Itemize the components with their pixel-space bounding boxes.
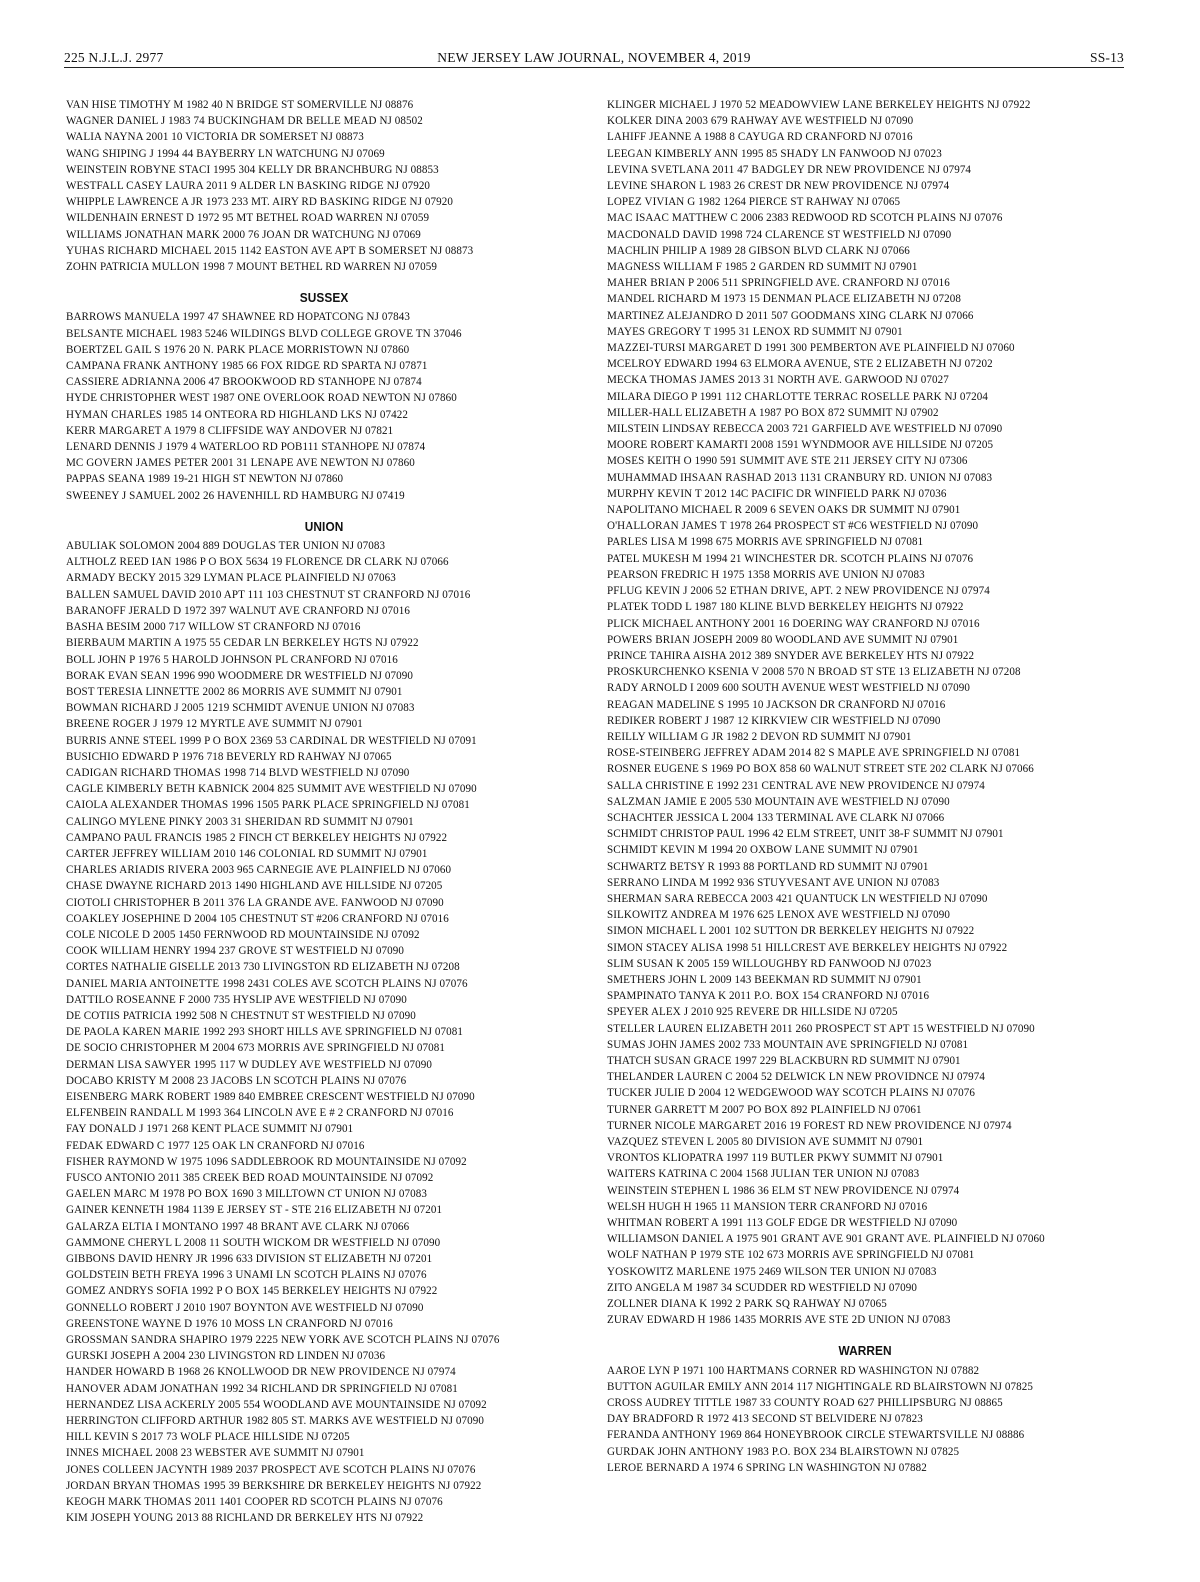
attorney-entry: GREENSTONE WAYNE D 1976 10 MOSS LN CRANFORD NJ 07016 <box>66 1315 393 1330</box>
attorney-entry: SUMAS JOHN JAMES 2002 733 MOUNTAIN AVE SPRINGFIELD NJ 07081 <box>607 1036 969 1051</box>
union-section <box>66 519 582 1526</box>
attorney-entry: PLATEK TODD L 1987 180 KLINE BLVD BERKELEY HEIGHTS NJ 07922 <box>607 599 964 614</box>
attorney-entry: CROSS AUDREY TITTLE 1987 33 COUNTY ROAD 627 PHILLIPSBURG NJ 08865 <box>607 1395 1003 1410</box>
attorney-entry: POWERS BRIAN JOSEPH 2009 80 WOODLAND AVE SUMMIT NJ 07901 <box>607 631 959 646</box>
attorney-entry: COAKLEY JOSEPHINE D 2004 105 CHESTNUT ST #206 CRANFORD NJ 07016 <box>66 910 449 925</box>
attorney-entry: LEVINE SHARON L 1983 26 CREST DR NEW PROVIDENCE NJ 07974 <box>607 178 950 193</box>
attorney-entry: HANOVER ADAM JONATHAN 1992 34 RICHLAND DR SPRINGFIELD NJ 07081 <box>66 1380 458 1395</box>
attorney-entry: PFLUG KEVIN J 2006 52 ETHAN DRIVE, APT. 2 NEW PROVIDENCE NJ 07974 <box>607 583 990 598</box>
attorney-entry: HILL KEVIN S 2017 73 WOLF PLACE HILLSIDE NJ 07205 <box>66 1429 350 1444</box>
attorney-entry: ZITO ANGELA M 1987 34 SCUDDER RD WESTFIELD NJ 07090 <box>607 1279 917 1294</box>
attorney-entry: FUSCO ANTONIO 2011 385 CREEK BED ROAD MOUNTAINSIDE NJ 07092 <box>66 1170 434 1184</box>
attorney-entry: GOLDSTEIN BETH FREYA 1996 3 UNAMI LN SCOTCH PLAINS NJ 07076 <box>66 1267 427 1282</box>
attorney-entry: SILKOWITZ ANDREA M 1976 625 LENOX AVE WESTFIELD NJ 07090 <box>607 907 950 922</box>
attorney-entry: BUTTON AGUILAR EMILY ANN 2014 117 NIGHTINGALE RD BLAIRSTOWN NJ 07825 <box>607 1378 1034 1393</box>
attorney-entry: GAMMONE CHERYL L 2008 11 SOUTH WICKOM DR WESTFIELD NJ 07090 <box>66 1234 441 1249</box>
attorney-entry: WEINSTEIN STEPHEN L 1986 36 ELM ST NEW PROVIDENCE NJ 07974 <box>607 1182 960 1197</box>
attorney-entry: YUHAS RICHARD MICHAEL 2015 1142 EASTON AVE APT B SOMERSET NJ 08873 <box>66 242 474 257</box>
attorney-entry: SPEYER ALEX J 2010 925 REVERE DR HILLSIDE NJ 07205 <box>607 1004 898 1019</box>
attorney-entry: GAELEN MARC M 1978 PO BOX 1690 3 MILLTOWN CT UNION NJ 07083 <box>66 1186 427 1201</box>
attorney-entry: ZOLLNER DIANA K 1992 2 PARK SQ RAHWAY NJ 07065 <box>607 1296 887 1311</box>
attorney-entry: WAITERS KATRINA C 2004 1568 JULIAN TER UNION NJ 07083 <box>607 1166 920 1181</box>
attorney-entry: MAGNESS WILLIAM F 1985 2 GARDEN RD SUMMIT NJ 07901 <box>607 259 918 274</box>
attorney-entry: LAHIFF JEANNE A 1988 8 CAYUGA RD CRANFORD NJ 07016 <box>607 129 913 144</box>
page-header <box>64 50 1124 68</box>
attorney-entry: SALZMAN JAMIE E 2005 530 MOUNTAIN AVE WESTFIELD NJ 07090 <box>607 793 950 808</box>
attorney-entry: SIMON MICHAEL L 2001 102 SUTTON DR BERKELEY HEIGHTS NJ 07922 <box>607 923 975 938</box>
attorney-entry: SPAMPINATO TANYA K 2011 P.O. BOX 154 CRANFORD NJ 07016 <box>607 988 930 1003</box>
attorney-entry: FISHER RAYMOND W 1975 1096 SADDLEBROOK RD MOUNTAINSIDE NJ 07092 <box>66 1153 467 1168</box>
union-continued-list <box>607 96 1123 1327</box>
attorney-entry: WILLIAMS JONATHAN MARK 2000 76 JOAN DR WATCHUNG NJ 07069 <box>66 226 421 241</box>
attorney-entry: MILARA DIEGO P 1991 112 CHARLOTTE TERRAC ROSELLE PARK NJ 07204 <box>607 388 988 403</box>
header-rule <box>64 67 1124 68</box>
attorney-entry: AAROE LYN P 1971 100 HARTMANS CORNER RD WASHINGTON NJ 07882 <box>607 1362 980 1377</box>
attorney-entry: DE COTIIS PATRICIA 1992 508 N CHESTNUT ST WESTFIELD NJ 07090 <box>66 1007 416 1022</box>
attorney-entry: MOSES KEITH O 1990 591 SUMMIT AVE STE 211 JERSEY CITY NJ 07306 <box>607 453 968 468</box>
attorney-entry: RADY ARNOLD I 2009 600 SOUTH AVENUE WEST WESTFIELD NJ 07090 <box>607 680 971 695</box>
attorney-entry: REDIKER ROBERT J 1987 12 KIRKVIEW CIR WESTFIELD NJ 07090 <box>607 712 941 727</box>
attorney-entry: BURRIS ANNE STEEL 1999 P O BOX 2369 53 CARDINAL DR WESTFIELD NJ 07091 <box>66 732 477 747</box>
attorney-entry: TUCKER JULIE D 2004 12 WEDGEWOOD WAY SCOTCH PLAINS NJ 07076 <box>607 1085 975 1100</box>
attorney-entry: DAY BRADFORD R 1972 413 SECOND ST BELVIDERE NJ 07823 <box>607 1411 923 1426</box>
attorney-entry: MAYES GREGORY T 1995 31 LENOX RD SUMMIT NJ 07901 <box>607 323 903 338</box>
attorney-entry: PARLES LISA M 1998 675 MORRIS AVE SPRINGFIELD NJ 07081 <box>607 534 924 549</box>
attorney-entry: LENARD DENNIS J 1979 4 WATERLOO RD POB111 STANHOPE NJ 07874 <box>66 439 426 454</box>
attorney-entry: HERNANDEZ LISA ACKERLY 2005 554 WOODLAND AVE MOUNTAINSIDE NJ 07092 <box>66 1396 487 1411</box>
attorney-entry: WOLF NATHAN P 1979 STE 102 673 MORRIS AVE SPRINGFIELD NJ 07081 <box>607 1247 975 1262</box>
attorney-entry: ZURAV EDWARD H 1986 1435 MORRIS AVE STE 2D UNION NJ 07083 <box>607 1312 951 1327</box>
attorney-entry: MACHLIN PHILIP A 1989 28 GIBSON BLVD CLARK NJ 07066 <box>607 242 910 257</box>
attorney-entry: WILDENHAIN ERNEST D 1972 95 MT BETHEL ROAD WARREN NJ 07059 <box>66 210 430 225</box>
attorney-entry: CARTER JEFFREY WILLIAM 2010 146 COLONIAL RD SUMMIT NJ 07901 <box>66 845 428 860</box>
attorney-entry: BARANOFF JERALD D 1972 397 WALNUT AVE CRANFORD NJ 07016 <box>66 602 410 617</box>
attorney-entry: MILSTEIN LINDSAY REBECCA 2003 721 GARFIELD AVE WESTFIELD NJ 07090 <box>607 421 1003 436</box>
attorney-entry: YOSKOWITZ MARLENE 1975 2469 WILSON TER UNION NJ 07083 <box>607 1263 937 1278</box>
attorney-entry: WELSH HUGH H 1965 11 MANSION TERR CRANFORD NJ 07016 <box>607 1198 928 1213</box>
attorney-entry: FEDAK EDWARD C 1977 125 OAK LN CRANFORD NJ 07016 <box>66 1137 365 1152</box>
attorney-entry: PROSKURCHENKO KSENIA V 2008 570 N BROAD ST STE 13 ELIZABETH NJ 07208 <box>607 664 1021 679</box>
attorney-entry: SLIM SUSAN K 2005 159 WILLOUGHBY RD FANWOOD NJ 07023 <box>607 955 932 970</box>
attorney-entry: FAY DONALD J 1971 268 KENT PLACE SUMMIT NJ 07901 <box>66 1121 354 1136</box>
attorney-entry: KEOGH MARK THOMAS 2011 1401 COOPER RD SCOTCH PLAINS NJ 07076 <box>66 1494 443 1509</box>
attorney-entry: SMETHERS JOHN L 2009 143 BEEKMAN RD SUMMIT NJ 07901 <box>607 971 922 986</box>
attorney-entry: DOCABO KRISTY M 2008 23 JACOBS LN SCOTCH PLAINS NJ 07076 <box>66 1072 407 1087</box>
attorney-entry: GALARZA ELTIA I MONTANO 1997 48 BRANT AVE CLARK NJ 07066 <box>66 1218 410 1233</box>
section-heading-warren: WARREN <box>838 1344 892 1359</box>
attorney-entry: ROSNER EUGENE S 1969 PO BOX 858 60 WALNUT STREET STE 202 CLARK NJ 07066 <box>607 761 1034 776</box>
page-number: SS-13 <box>1089 50 1124 65</box>
attorney-entry: COLE NICOLE D 2005 1450 FERNWOOD RD MOUNTAINSIDE NJ 07092 <box>66 926 420 941</box>
attorney-entry: WANG SHIPING J 1994 44 BAYBERRY LN WATCHUNG NJ 07069 <box>66 145 385 160</box>
attorney-entry: MAHER BRIAN P 2006 511 SPRINGFIELD AVE. CRANFORD NJ 07016 <box>607 275 950 290</box>
attorney-entry: GURSKI JOSEPH A 2004 230 LIVINGSTON RD LINDEN NJ 07036 <box>66 1348 386 1363</box>
attorney-entry: MAC ISAAC MATTHEW C 2006 2383 REDWOOD RD SCOTCH PLAINS NJ 07076 <box>607 210 1003 225</box>
attorney-entry: MOORE ROBERT KAMARTI 2008 1591 WYNDMOOR AVE HILLSIDE NJ 07205 <box>607 437 994 452</box>
attorney-entry: MANDEL RICHARD M 1973 15 DENMAN PLACE ELIZABETH NJ 07208 <box>607 291 962 306</box>
attorney-entry: MARTINEZ ALEJANDRO D 2011 507 GOODMANS XING CLARK NJ 07066 <box>607 307 974 322</box>
attorney-entry: PRINCE TAHIRA AISHA 2012 389 SNYDER AVE BERKELEY HTS NJ 07922 <box>607 647 975 662</box>
attorney-entry: VRONTOS KLIOPATRA 1997 119 BUTLER PKWY SUMMIT NJ 07901 <box>607 1150 944 1165</box>
attorney-entry: BASHA BESIM 2000 717 WILLOW ST CRANFORD NJ 07016 <box>66 619 361 634</box>
attorney-entry: VAN HISE TIMOTHY M 1982 40 N BRIDGE ST SOMERVILLE NJ 08876 <box>66 97 414 111</box>
attorney-entry: SIMON STACEY ALISA 1998 51 HILLCREST AVE BERKELEY HEIGHTS NJ 07922 <box>607 939 1008 954</box>
attorney-entry: PLICK MICHAEL ANTHONY 2001 16 DOERING WAY CRANFORD NJ 07016 <box>607 615 980 630</box>
attorney-entry: SHERMAN SARA REBECCA 2003 421 QUANTUCK LN WESTFIELD NJ 07090 <box>607 890 988 905</box>
attorney-entry: TURNER GARRETT M 2007 PO BOX 892 PLAINFIELD NJ 07061 <box>607 1101 922 1116</box>
attorney-entry: LEROE BERNARD A 1974 6 SPRING LN WASHINGTON NJ 07882 <box>607 1459 927 1474</box>
attorney-entry: ABULIAK SOLOMON 2004 889 DOUGLAS TER UNION NJ 07083 <box>66 538 386 553</box>
attorney-entry: HERRINGTON CLIFFORD ARTHUR 1982 805 ST. MARKS AVE WESTFIELD NJ 07090 <box>66 1413 485 1428</box>
attorney-entry: DATTILO ROSEANNE F 2000 735 HYSLIP AVE WESTFIELD NJ 07090 <box>66 991 407 1006</box>
attorney-entry: REAGAN MADELINE S 1995 10 JACKSON DR CRANFORD NJ 07016 <box>607 696 946 711</box>
attorney-entry: MCELROY EDWARD 1994 63 ELMORA AVENUE, STE 2 ELIZABETH NJ 07202 <box>607 356 993 371</box>
attorney-entry: BOERTZEL GAIL S 1976 20 N. PARK PLACE MORRISTOWN NJ 07860 <box>66 341 410 356</box>
attorney-entry: WESTFALL CASEY LAURA 2011 9 ALDER LN BASKING RIDGE NJ 07920 <box>66 178 431 193</box>
attorney-entry: WAGNER DANIEL J 1983 74 BUCKINGHAM DR BELLE MEAD NJ 08502 <box>66 113 423 128</box>
attorney-entry: CHARLES ARIADIS RIVERA 2003 965 CARNEGIE AVE PLAINFIELD NJ 07060 <box>66 862 452 877</box>
attorney-entry: WHIPPLE LAWRENCE A JR 1973 233 MT. AIRY RD BASKING RIDGE NJ 07920 <box>66 194 453 209</box>
attorney-entry: KLINGER MICHAEL J 1970 52 MEADOWVIEW LANE BERKELEY HEIGHTS NJ 07922 <box>607 97 1031 111</box>
attorney-entry: CASSIERE ADRIANNA 2006 47 BROOKWOOD RD STANHOPE NJ 07874 <box>66 374 422 389</box>
attorney-entry: TURNER NICOLE MARGARET 2016 19 FOREST RD NEW PROVIDENCE NJ 07974 <box>607 1117 1012 1132</box>
attorney-entry: WHITMAN ROBERT A 1991 113 GOLF EDGE DR WESTFIELD NJ 07090 <box>607 1215 958 1230</box>
attorney-entry: VAZQUEZ STEVEN L 2005 80 DIVISION AVE SUMMIT NJ 07901 <box>607 1134 924 1148</box>
left-column <box>66 96 582 1541</box>
warren-list <box>607 1362 1123 1475</box>
attorney-entry: EISENBERG MARK ROBERT 1989 840 EMBREE CRESCENT WESTFIELD NJ 07090 <box>66 1088 475 1103</box>
attorney-entry: BORAK EVAN SEAN 1996 990 WOODMERE DR WESTFIELD NJ 07090 <box>66 667 414 682</box>
attorney-entry: ROSE-STEINBERG JEFFREY ADAM 2014 82 S MAPLE AVE SPRINGFIELD NJ 07081 <box>607 745 1021 760</box>
attorney-entry: MACDONALD DAVID 1998 724 CLARENCE ST WESTFIELD NJ 07090 <box>607 226 952 241</box>
attorney-entry: ARMADY BECKY 2015 329 LYMAN PLACE PLAINFIELD NJ 07063 <box>66 570 396 585</box>
attorney-entry: CAIOLA ALEXANDER THOMAS 1996 1505 PARK PLACE SPRINGFIELD NJ 07081 <box>66 797 470 812</box>
attorney-entry: LEEGAN KIMBERLY ANN 1995 85 SHADY LN FANWOOD NJ 07023 <box>607 145 942 160</box>
attorney-entry: NAPOLITANO MICHAEL R 2009 6 SEVEN OAKS DR SUMMIT NJ 07901 <box>607 502 961 517</box>
section-heading-union: UNION <box>304 519 344 534</box>
attorney-entry: COOK WILLIAM HENRY 1994 237 GROVE ST WESTFIELD NJ 07090 <box>66 943 404 958</box>
attorney-entry: SWEENEY J SAMUEL 2002 26 HAVENHILL RD HAMBURG NJ 07419 <box>66 487 405 502</box>
publication-title: NEW JERSEY LAW JOURNAL, NOVEMBER 4, 2019 <box>437 50 751 65</box>
attorney-entry: MILLER-HALL ELIZABETH A 1987 PO BOX 872 SUMMIT NJ 07902 <box>607 404 939 419</box>
attorney-entry: LEVINA SVETLANA 2011 47 BADGLEY DR NEW PROVIDENCE NJ 07974 <box>607 161 972 176</box>
somerset-continued-list <box>66 96 582 274</box>
attorney-entry: BOWMAN RICHARD J 2005 1219 SCHMIDT AVENUE UNION NJ 07083 <box>66 700 415 715</box>
attorney-entry: BREENE ROGER J 1979 12 MYRTLE AVE SUMMIT NJ 07901 <box>66 716 363 731</box>
attorney-entry: JONES COLLEEN JACYNTH 1989 2037 PROSPECT AVE SCOTCH PLAINS NJ 07076 <box>66 1461 476 1476</box>
attorney-entry: REILLY WILLIAM G JR 1982 2 DEVON RD SUMMIT NJ 07901 <box>607 728 912 743</box>
attorney-entry: MECKA THOMAS JAMES 2013 31 NORTH AVE. GARWOOD NJ 07027 <box>607 372 949 387</box>
union-list <box>66 537 582 1525</box>
attorney-entry: HYMAN CHARLES 1985 14 ONTEORA RD HIGHLAND LKS NJ 07422 <box>66 406 409 421</box>
attorney-entry: BARROWS MANUELA 1997 47 SHAWNEE RD HOPATCONG NJ 07843 <box>66 309 411 324</box>
attorney-entry: SERRANO LINDA M 1992 936 STUYVESANT AVE UNION NJ 07083 <box>607 874 940 889</box>
attorney-entry: BELSANTE MICHAEL 1983 5246 WILDINGS BLVD COLLEGE GROVE TN 37046 <box>66 325 462 340</box>
attorney-entry: PAPPAS SEANA 1989 19-21 HIGH ST NEWTON NJ 07860 <box>66 471 344 486</box>
attorney-entry: CALINGO MYLENE PINKY 2003 31 SHERIDAN RD SUMMIT NJ 07901 <box>66 813 414 828</box>
attorney-entry: KOLKER DINA 2003 679 RAHWAY AVE WESTFIELD NJ 07090 <box>607 113 914 128</box>
attorney-entry: INNES MICHAEL 2008 23 WEBSTER AVE SUMMIT NJ 07901 <box>66 1445 365 1460</box>
attorney-entry: GAINER KENNETH 1984 1139 E JERSEY ST - STE 216 ELIZABETH NJ 07201 <box>66 1202 443 1217</box>
attorney-entry: CAMPANO PAUL FRANCIS 1985 2 FINCH CT BERKELEY HEIGHTS NJ 07922 <box>66 829 448 844</box>
attorney-entry: SCHACHTER JESSICA L 2004 133 TERMINAL AVE CLARK NJ 07066 <box>607 809 945 824</box>
attorney-entry: HANDER HOWARD B 1968 26 KNOLLWOOD DR NEW PROVIDENCE NJ 07974 <box>66 1364 456 1379</box>
attorney-entry: CHASE DWAYNE RICHARD 2013 1490 HIGHLAND AVE HILLSIDE NJ 07205 <box>66 878 443 893</box>
attorney-entry: SCHWARTZ BETSY R 1993 88 PORTLAND RD SUMMIT NJ 07901 <box>607 858 929 873</box>
attorney-entry: BIERBAUM MARTIN A 1975 55 CEDAR LN BERKELEY HGTS NJ 07922 <box>66 635 419 650</box>
attorney-entry: O'HALLORAN JAMES T 1978 264 PROSPECT ST #C6 WESTFIELD NJ 07090 <box>607 518 979 533</box>
attorney-entry: DE PAOLA KAREN MARIE 1992 293 SHORT HILLS AVE SPRINGFIELD NJ 07081 <box>66 1024 463 1039</box>
attorney-entry: THELANDER LAUREN C 2004 52 DELWICK LN NEW PROVIDNCE NJ 07974 <box>607 1069 986 1084</box>
attorney-entry: BOLL JOHN P 1976 5 HAROLD JOHNSON PL CRANFORD NJ 07016 <box>66 651 398 666</box>
attorney-entry: BOST TERESIA LINNETTE 2002 86 MORRIS AVE SUMMIT NJ 07901 <box>66 683 403 698</box>
attorney-entry: DANIEL MARIA ANTOINETTE 1998 2431 COLES AVE SCOTCH PLAINS NJ 07076 <box>66 975 468 990</box>
attorney-entry: KIM JOSEPH YOUNG 2013 88 RICHLAND DR BERKELEY HTS NJ 07922 <box>66 1510 424 1525</box>
attorney-entry: GROSSMAN SANDRA SHAPIRO 1979 2225 NEW YORK AVE SCOTCH PLAINS NJ 07076 <box>66 1332 500 1347</box>
attorney-entry: STELLER LAUREN ELIZABETH 2011 260 PROSPECT ST APT 15 WESTFIELD NJ 07090 <box>607 1020 1035 1035</box>
attorney-entry: CORTES NATHALIE GISELLE 2013 730 LIVINGSTON RD ELIZABETH NJ 07208 <box>66 959 460 974</box>
attorney-entry: DERMAN LISA SAWYER 1995 117 W DUDLEY AVE WESTFIELD NJ 07090 <box>66 1056 433 1071</box>
attorney-entry: ZOHN PATRICIA MULLON 1998 7 MOUNT BETHEL RD WARREN NJ 07059 <box>66 259 438 274</box>
attorney-entry: HYDE CHRISTOPHER WEST 1987 ONE OVERLOOK ROAD NEWTON NJ 07860 <box>66 390 457 405</box>
attorney-entry: WALIA NAYNA 2001 10 VICTORIA DR SOMERSET NJ 08873 <box>66 129 364 144</box>
section-heading-sussex: SUSSEX <box>299 291 349 306</box>
attorney-entry: GURDAK JOHN ANTHONY 1983 P.O. BOX 234 BLAIRSTOWN NJ 07825 <box>607 1443 960 1458</box>
attorney-entry: CAMPANA FRANK ANTHONY 1985 66 FOX RIDGE RD SPARTA NJ 07871 <box>66 358 428 373</box>
attorney-entry: MUHAMMAD IHSAAN RASHAD 2013 1131 CRANBURY RD. UNION NJ 07083 <box>607 469 993 484</box>
attorney-entry: ALTHOLZ REED IAN 1986 P O BOX 5634 19 FLORENCE DR CLARK NJ 07066 <box>66 554 449 569</box>
attorney-entry: CADIGAN RICHARD THOMAS 1998 714 BLVD WESTFIELD NJ 07090 <box>66 764 410 779</box>
attorney-entry: MC GOVERN JAMES PETER 2001 31 LENAPE AVE NEWTON NJ 07860 <box>66 455 415 470</box>
attorney-entry: ELFENBEIN RANDALL M 1993 364 LINCOLN AVE E # 2 CRANFORD NJ 07016 <box>66 1105 454 1120</box>
attorney-entry: CIOTOLI CHRISTOPHER B 2011 376 LA GRANDE AVE. FANWOOD NJ 07090 <box>66 894 444 909</box>
attorney-entry: JORDAN BRYAN THOMAS 1995 39 BERKSHIRE DR BERKELEY HEIGHTS NJ 07922 <box>66 1477 482 1492</box>
attorney-entry: BALLEN SAMUEL DAVID 2010 APT 111 103 CHESTNUT ST CRANFORD NJ 07016 <box>66 586 471 601</box>
sussex-list <box>66 308 582 502</box>
attorney-entry: GOMEZ ANDRYS SOFIA 1992 P O BOX 145 BERKELEY HEIGHTS NJ 07922 <box>66 1283 438 1298</box>
attorney-entry: SALLA CHRISTINE E 1992 231 CENTRAL AVE NEW PROVIDENCE NJ 07974 <box>607 777 985 792</box>
attorney-entry: WILLIAMSON DANIEL A 1975 901 GRANT AVE 901 GRANT AVE. PLAINFIELD NJ 07060 <box>607 1231 1045 1246</box>
attorney-entry: MAZZEI-TURSI MARGARET D 1991 300 PEMBERTON AVE PLAINFIELD NJ 07060 <box>607 340 1015 355</box>
attorney-entry: FERANDA ANTHONY 1969 864 HONEYBROOK CIRCLE STEWARTSVILLE NJ 08886 <box>607 1427 1025 1442</box>
attorney-entry: CAGLE KIMBERLY BETH KABNICK 2004 825 SUMMIT AVE WESTFIELD NJ 07090 <box>66 781 477 796</box>
attorney-entry: PEARSON FREDRIC H 1975 1358 MORRIS AVE UNION NJ 07083 <box>607 566 925 581</box>
attorney-entry: THATCH SUSAN GRACE 1997 229 BLACKBURN RD SUMMIT NJ 07901 <box>607 1052 961 1067</box>
attorney-entry: KERR MARGARET A 1979 8 CLIFFSIDE WAY ANDOVER NJ 07821 <box>66 422 394 437</box>
warren-section <box>607 1343 1123 1475</box>
attorney-entry: SCHMIDT KEVIN M 1994 20 OXBOW LANE SUMMIT NJ 07901 <box>607 842 919 857</box>
sussex-section <box>66 290 582 503</box>
journal-citation: 225 N.J.L.J. 2977 <box>64 50 164 65</box>
attorney-entry: GONNELLO ROBERT J 2010 1907 BOYNTON AVE WESTFIELD NJ 07090 <box>66 1299 424 1314</box>
attorney-entry: PATEL MUKESH M 1994 21 WINCHESTER DR. SCOTCH PLAINS NJ 07076 <box>607 550 974 565</box>
attorney-entry: GIBBONS DAVID HENRY JR 1996 633 DIVISION ST ELIZABETH NJ 07201 <box>66 1251 433 1266</box>
attorney-entry: LOPEZ VIVIAN G 1982 1264 PIERCE ST RAHWAY NJ 07065 <box>607 194 901 209</box>
attorney-entry: SCHMIDT CHRISTOP PAUL 1996 42 ELM STREET, UNIT 38-F SUMMIT NJ 07901 <box>607 826 1004 841</box>
attorney-entry: DE SOCIO CHRISTOPHER M 2004 673 MORRIS AVE SPRINGFIELD NJ 07081 <box>66 1040 446 1055</box>
attorney-entry: WEINSTEIN ROBYNE STACI 1995 304 KELLY DR BRANCHBURG NJ 08853 <box>66 161 439 176</box>
attorney-entry: BUSICHIO EDWARD P 1976 718 BEVERLY RD RAHWAY NJ 07065 <box>66 748 392 763</box>
right-column <box>607 96 1123 1491</box>
attorney-entry: MURPHY KEVIN T 2012 14C PACIFIC DR WINFIELD PARK NJ 07036 <box>607 485 947 500</box>
